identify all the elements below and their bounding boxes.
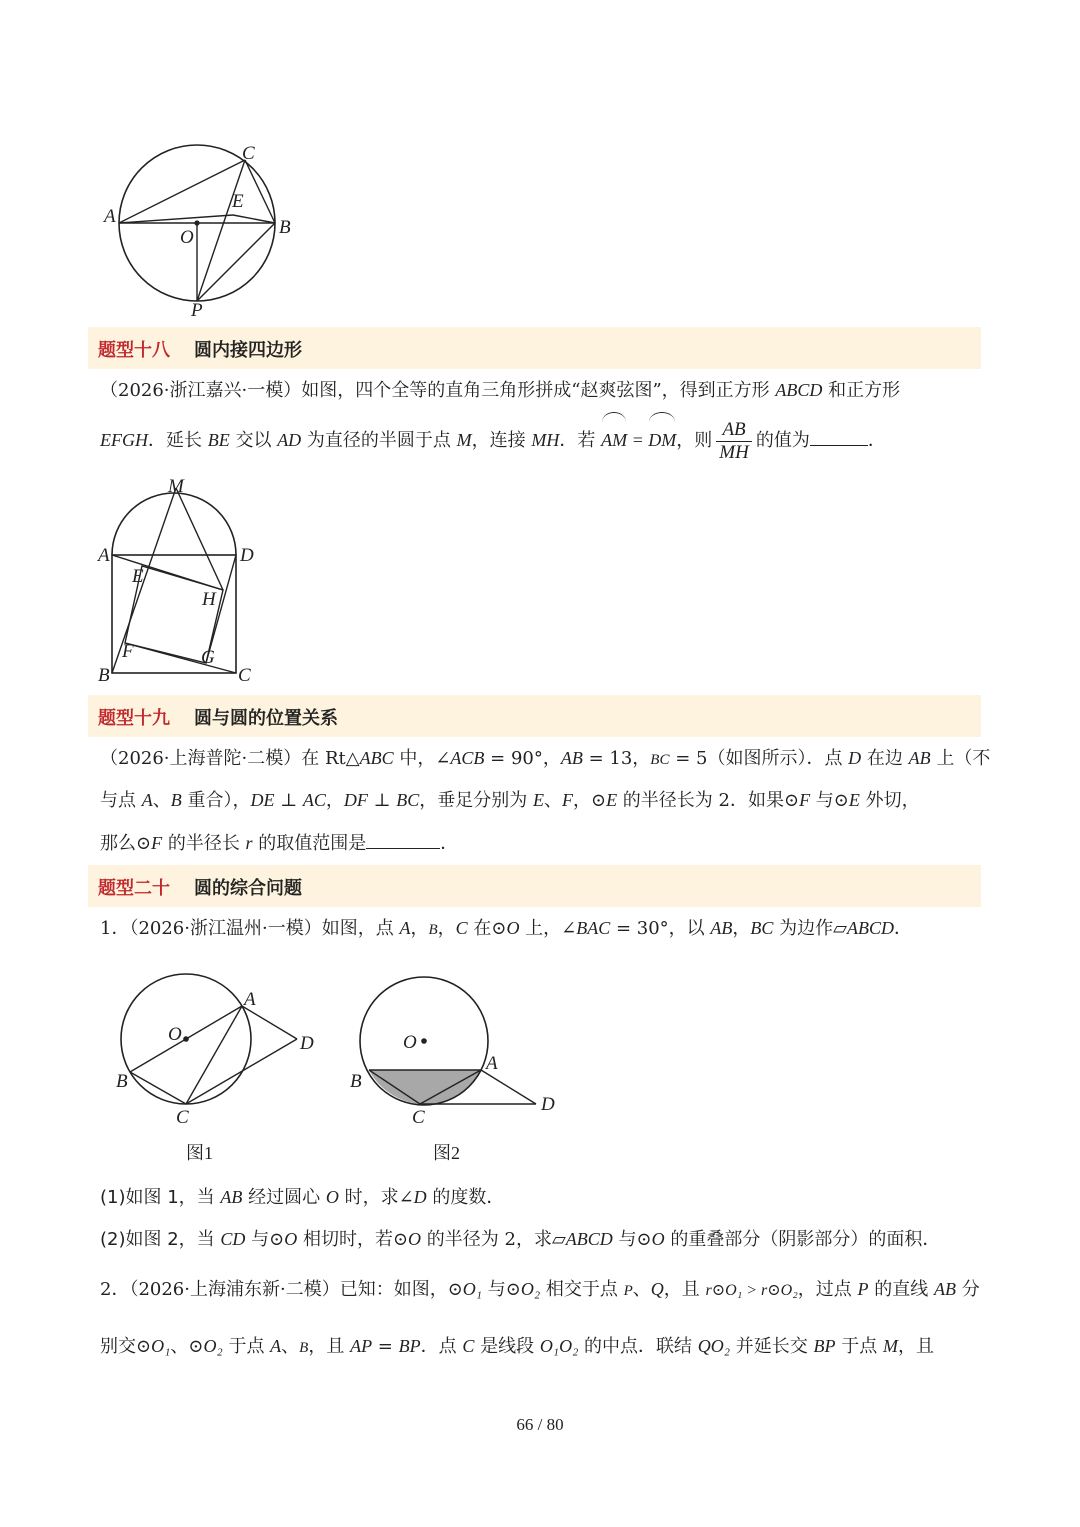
math: B [170, 790, 182, 810]
label-d: D [541, 1094, 555, 1115]
math: O [408, 1229, 422, 1249]
text-segment: 外切， [859, 790, 920, 811]
section-tag-18: 题型十八 [98, 340, 170, 361]
text-segment: 的半径长为 2．如果⊙ [617, 790, 800, 811]
math: O₂ [520, 1279, 541, 1299]
math: B [299, 1340, 309, 1356]
label-d: D [240, 545, 254, 566]
label-b: B [279, 217, 291, 238]
text-segment: 上，∠ [519, 918, 577, 939]
text-segment: 分 [955, 1279, 980, 1300]
label-a: A [98, 545, 110, 566]
text-segment: ⊥ [367, 790, 397, 811]
text-segment: 与⊙ [810, 790, 849, 811]
text-segment: ， [410, 918, 429, 939]
text-segment: = 30°，以 [610, 918, 711, 939]
problem-19-line-1 [100, 748, 991, 770]
section-banner-20 [88, 865, 981, 907]
label-m: M [168, 476, 184, 497]
text-segment: = 90°， [484, 748, 561, 769]
text-segment: 于点 [222, 1336, 271, 1357]
text-segment: 别交⊙ [100, 1336, 152, 1357]
math: O [325, 1187, 339, 1207]
math: C [462, 1336, 475, 1356]
text-segment: 交以 [229, 430, 278, 451]
text-segment: 、 [281, 1336, 300, 1357]
problem-18-line-2 [100, 418, 984, 464]
text-segment: ，垂足分别为 [419, 790, 533, 811]
text-segment: ．点 [420, 1336, 463, 1357]
math: F [151, 833, 163, 853]
arc-dm: DM [648, 418, 676, 462]
math: M [882, 1336, 898, 1356]
text-segment: 1．（2026·浙江温州·一模）如图，点 [100, 918, 400, 939]
math: AB [908, 748, 931, 768]
figure-zhaoshuang-square [95, 475, 265, 690]
math: F [799, 790, 811, 810]
section-tag-19: 题型十九 [98, 708, 170, 729]
square-svg [95, 475, 265, 690]
text-segment: 重合）， [181, 790, 251, 811]
math: ABCD [565, 1229, 613, 1249]
text-segment: ， [437, 918, 456, 939]
text-segment: 上（不 [930, 748, 991, 769]
text-segment: 是线段 [474, 1336, 540, 1357]
text-segment: = [372, 1336, 399, 1357]
math: D [848, 748, 862, 768]
center-point-o [421, 1038, 427, 1044]
problem-20-2-line-2 [100, 1336, 984, 1358]
text-segment: 的值为 [755, 430, 810, 451]
math: O₁ [151, 1336, 171, 1356]
section-banner-18 [88, 327, 981, 369]
label-e: E [232, 191, 244, 212]
answer-blank[interactable] [810, 431, 868, 446]
problem-19-line-3 [100, 833, 984, 854]
text-segment: 中，∠ [393, 748, 451, 769]
section-title-20: 圆的综合问题 [194, 878, 302, 899]
math: E [532, 790, 544, 810]
center-point-o [194, 220, 199, 225]
label-p: P [191, 300, 203, 321]
text-segment: 为直径的半圆于点 [301, 430, 457, 451]
text-segment: 为边作▱ [773, 918, 847, 939]
text-segment: ．若 [559, 430, 602, 451]
figure-1-svg [110, 970, 330, 1170]
math: E [606, 790, 618, 810]
fraction-numerator: AB [716, 419, 752, 442]
math: BP [813, 1336, 836, 1356]
math: O₁O₂ [539, 1336, 579, 1356]
text-segment: （2026·浙江嘉兴·一模）如图，四个全等的直角三角形拼成“赵爽弦图”，得到正方形 [100, 380, 776, 401]
text-segment: 的度数． [426, 1187, 505, 1208]
circle-top-svg [100, 140, 300, 320]
segment-pb [197, 223, 275, 301]
math: O [651, 1229, 665, 1249]
math-m: M [456, 430, 472, 450]
text-segment: = 13， [582, 748, 651, 769]
text-segment: (2)如图 2，当 [100, 1229, 221, 1250]
page-number: 66 / 80 [516, 1415, 564, 1434]
text-segment: ，过点 [797, 1279, 858, 1300]
text-segment: 的重叠部分（阴影部分）的面积． [664, 1229, 941, 1250]
label-o: O [403, 1032, 417, 1053]
math: Q [650, 1279, 664, 1299]
text-segment: 那么⊙ [100, 833, 152, 854]
subquestion-1 [100, 1187, 984, 1208]
label-a: A [244, 989, 256, 1010]
text-segment: 、⊙ [170, 1336, 204, 1357]
text-segment: 与⊙ [482, 1279, 521, 1300]
math: ABCD [847, 918, 894, 938]
label-c: C [412, 1107, 425, 1128]
text-segment: 并延长交 [730, 1336, 814, 1357]
problem-19-line-2 [100, 790, 984, 811]
math-ad: AD [277, 430, 302, 450]
label-o: O [168, 1024, 182, 1045]
math: BC [750, 918, 774, 938]
text-segment: ，且 [308, 1336, 351, 1357]
math-abcd: ABCD [775, 380, 823, 400]
math-mh: MH [531, 430, 560, 450]
segment-bc [130, 1072, 186, 1104]
math: DE [250, 790, 275, 810]
segment-cb [245, 160, 275, 223]
segment-ac [186, 1006, 242, 1104]
label-b: B [98, 665, 110, 686]
figure-2-svg [340, 970, 580, 1170]
math: C [455, 918, 468, 938]
section-title-18: 圆内接四边形 [194, 340, 302, 361]
text-segment: 与⊙ [612, 1229, 652, 1250]
label-c: C [242, 143, 255, 164]
text-segment: = 5（如图所示）．点 [669, 748, 849, 769]
section-title-19: 圆与圆的位置关系 [194, 708, 338, 729]
math: AP [350, 1336, 373, 1356]
text-segment: ． [867, 430, 886, 451]
math: O [506, 918, 520, 938]
segment-eb [233, 215, 275, 223]
math-be: BE [207, 430, 230, 450]
segment-ae [119, 215, 233, 223]
math: A [399, 918, 411, 938]
answer-blank[interactable] [366, 834, 440, 849]
text-segment: 于点 [835, 1336, 883, 1357]
shaded-overlap [369, 1070, 481, 1104]
figure-1 [110, 970, 330, 1170]
caption-fig-2: 图2 [433, 1143, 460, 1163]
text-segment: ， [325, 790, 344, 811]
text-segment: 的半径长 [162, 833, 246, 854]
text-segment: ， [732, 918, 751, 939]
math: AB [220, 1187, 243, 1207]
section-tag-20: 题型二十 [98, 878, 170, 899]
segment-ad [481, 1070, 536, 1104]
segment-ah [112, 555, 223, 590]
math: P [623, 1283, 633, 1299]
label-a: A [486, 1053, 498, 1074]
text-segment: 时，求∠ [338, 1187, 414, 1208]
subquestion-2 [100, 1229, 984, 1250]
math: P [857, 1279, 869, 1299]
label-d: D [300, 1033, 314, 1054]
math: O₂ [203, 1336, 223, 1356]
figure-2 [340, 970, 580, 1170]
fraction-ab-over-mh [716, 419, 752, 464]
text-segment: ，且 [663, 1279, 706, 1300]
text-segment: 、 [543, 790, 562, 811]
text-segment: ⊥ [274, 790, 303, 811]
math-equals: = [627, 430, 649, 450]
math-efgh: EFGH [100, 430, 148, 450]
text-segment: （2026·上海普陀·二模）在 Rt△ [100, 748, 360, 769]
math: CD [220, 1229, 246, 1249]
label-g: G [201, 647, 215, 668]
math-radius-comparison: r⊙O₁ > r⊙O₂ [705, 1282, 798, 1299]
center-point-o [183, 1036, 189, 1042]
label-f: F [122, 641, 134, 662]
text-segment: 、 [632, 1279, 651, 1300]
text-segment: ． [894, 918, 912, 939]
math: r [245, 833, 253, 853]
math: O₁ [462, 1279, 483, 1299]
text-segment: 的半径为 2，求▱ [421, 1229, 566, 1250]
math: AB [933, 1279, 956, 1299]
math: ABC [359, 748, 394, 768]
problem-20-1-line-1 [100, 918, 984, 940]
label-o: O [180, 227, 194, 248]
text-segment: 相切时，若⊙ [297, 1229, 409, 1250]
problem-20-2-line-1 [100, 1279, 984, 1301]
segment-cf [125, 643, 236, 673]
math: B [428, 922, 438, 938]
text-segment: ．延长 [148, 430, 208, 451]
math: A [270, 1336, 282, 1356]
math: BP [398, 1336, 421, 1356]
label-a: A [104, 206, 116, 227]
label-h: H [202, 589, 216, 610]
math: A [141, 790, 153, 810]
text-segment: 与点 [100, 790, 142, 811]
text-segment: 与⊙ [245, 1229, 285, 1250]
section-banner-19 [88, 695, 981, 737]
segment-cd [186, 1039, 297, 1104]
text-segment: 经过圆心 [242, 1187, 326, 1208]
semicircle-ad [112, 493, 236, 555]
text-segment: (1)如图 1，当 [100, 1187, 221, 1208]
text-segment: ． [440, 833, 459, 854]
math: AB [560, 748, 583, 768]
text-segment: ，则 [676, 430, 713, 451]
math: O [284, 1229, 298, 1249]
math: BC [650, 752, 670, 768]
label-b: B [350, 1071, 362, 1092]
math: DF [343, 790, 368, 810]
text-segment: 2．（2026·上海浦东新·二模）已知：如图，⊙ [100, 1279, 463, 1300]
text-segment: 的取值范围是 [252, 833, 367, 854]
math: BC [396, 790, 420, 810]
caption-fig-1: 图1 [186, 1143, 213, 1163]
text-segment: 的中点．联结 [578, 1336, 698, 1357]
text-segment: 在边 [861, 748, 909, 769]
label-b: B [116, 1071, 128, 1092]
label-c: C [238, 665, 251, 686]
segment-mh [176, 488, 223, 590]
problem-18-line-1 [100, 380, 984, 401]
text-segment: ，连接 [471, 430, 532, 451]
text-segment: 在⊙ [467, 918, 507, 939]
text-segment: 相交于点 [540, 1279, 624, 1300]
math: AC [302, 790, 326, 810]
figure-circle-top [100, 140, 300, 320]
text-segment: 的直线 [868, 1279, 934, 1300]
math: BAC [576, 918, 611, 938]
label-e: E [132, 566, 144, 587]
math: E [848, 790, 860, 810]
math: F [561, 790, 573, 810]
math: D [413, 1187, 427, 1207]
math: ACB [450, 748, 485, 768]
text-segment: ，⊙ [572, 790, 607, 811]
label-c: C [176, 1107, 189, 1128]
text-segment: 、 [152, 790, 171, 811]
arc-am: AM [601, 418, 627, 462]
text-segment: 和正方形 [822, 380, 901, 401]
text-segment: ，且 [897, 1336, 934, 1357]
fraction-denominator: MH [719, 441, 749, 463]
math: QO₂ [697, 1336, 731, 1356]
math: AB [710, 918, 733, 938]
